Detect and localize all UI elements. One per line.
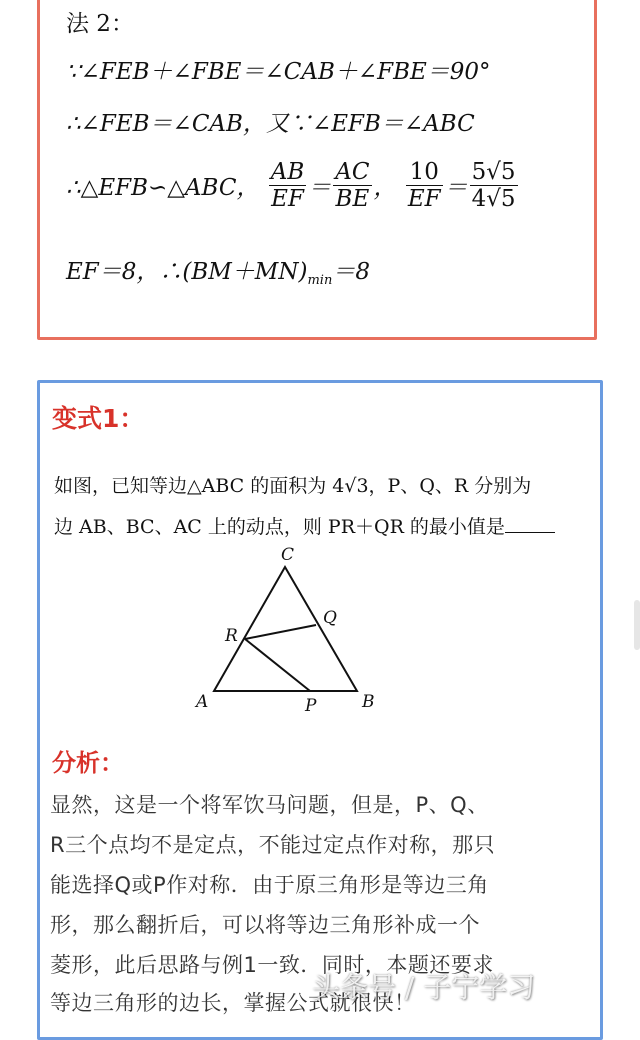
method2-line3 (66, 159, 520, 212)
analysis-line-2: R三个点均不是定点，不能过定点作对称，那只 (50, 833, 496, 857)
label-r: R (225, 626, 238, 646)
question-line-2 (54, 512, 555, 539)
equals-sign-2: ＝ (444, 175, 468, 201)
answer-blank (505, 514, 555, 533)
frac2-numerator: AC (335, 159, 370, 185)
method2-line1: ∵∠FEB＋∠FBE＝∠CAB＋∠FBE＝90° (66, 59, 491, 85)
equals-sign: ＝ (308, 175, 332, 201)
scrollbar[interactable] (634, 600, 640, 650)
analysis-line-5: 菱形，此后思路与例1一致．同时，本题还要求 (50, 953, 494, 977)
watermark: 头条号 / 子宁学习 (312, 971, 536, 1004)
comma: ， (373, 175, 397, 201)
triangle-figure (190, 547, 430, 717)
variant-heading: 变式1： (52, 404, 145, 433)
frac3-denominator: EF (407, 186, 441, 212)
ef-result: EF＝8，∴(BM＋MN) (66, 259, 308, 285)
fraction-5sqrt5-4sqrt5 (470, 159, 518, 212)
frac1-numerator: AB (270, 159, 305, 185)
min-subscript: min (307, 273, 333, 288)
frac1-denominator: EF (271, 186, 304, 212)
label-c: C (281, 547, 295, 565)
frac4-denominator: 4√5 (471, 186, 516, 212)
method2-line2a: ∴∠FEB＝∠CAB， (66, 111, 266, 137)
segment-rp (245, 639, 310, 691)
fraction-ac-be (333, 159, 371, 212)
segment-rq (245, 625, 316, 639)
method2-box (37, 0, 597, 340)
analysis-line-1: 显然，这是一个将军饮马问题，但是，P、Q、 (50, 793, 489, 817)
label-q: Q (323, 608, 337, 628)
label-a: A (196, 692, 209, 712)
method2-line2 (66, 105, 475, 138)
label-b: B (362, 692, 375, 712)
analysis-line-4: 形，那么翻折后，可以将等边三角形补成一个 (50, 913, 480, 937)
min-value: ＝8 (332, 259, 370, 285)
similar-statement: ∴△EFB∽△ABC， (66, 175, 260, 201)
fraction-10-ef (406, 159, 443, 212)
question-line-2-text: 边 AB、BC、AC 上的动点，则 PR＋QR 的最小值是 (54, 516, 505, 538)
analysis-line-3: 能选择Q或P作对称．由于原三角形是等边三角 (50, 873, 489, 897)
fraction-ab-ef (269, 159, 307, 212)
frac2-denominator: BE (335, 186, 370, 212)
variant-box (37, 380, 603, 1040)
label-p: P (305, 696, 317, 716)
method2-line2b: 又∵∠EFB＝∠ABC (265, 111, 475, 137)
analysis-line-6: 等边三角形的边长，掌握公式就很快！ (50, 991, 416, 1015)
frac4-numerator: 5√5 (471, 159, 516, 185)
analysis-heading: 分析： (52, 749, 124, 777)
frac3-numerator: 10 (406, 159, 443, 186)
question-line-1: 如图，已知等边△ABC 的面积为 4√3，P、Q、R 分别为 (54, 475, 532, 497)
method2-title: 法 2： (66, 11, 134, 37)
method2-line4 (66, 253, 370, 288)
